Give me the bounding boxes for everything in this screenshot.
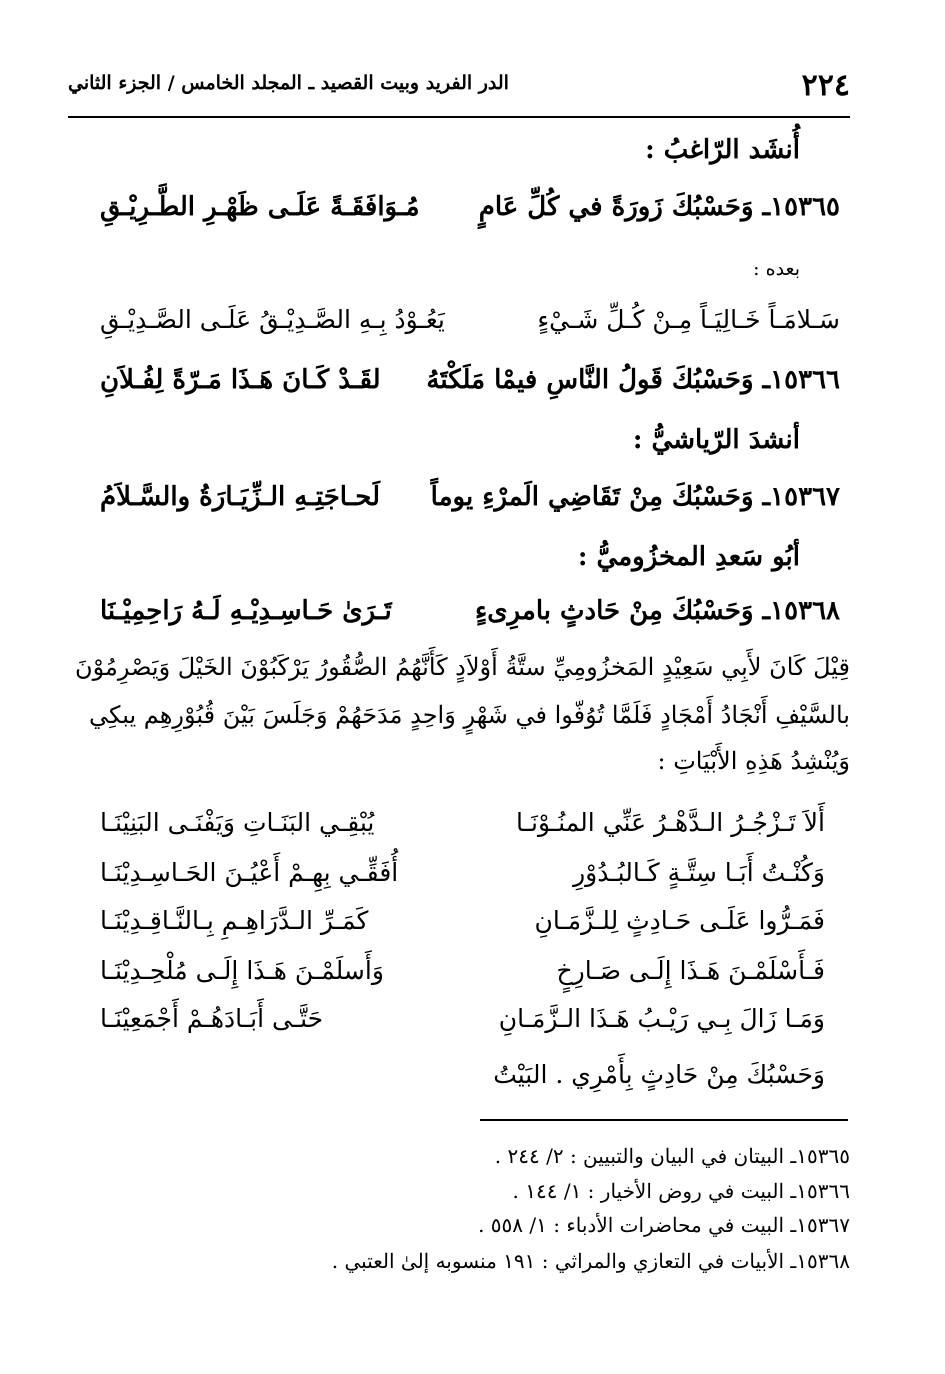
prose-line: قِيْلَ كَانَ لأَبِي سَعِيْدٍ المَخزُومِيِّ ستَّةُ أَوْلاَدٍ كَأَنَّهُمُ الصُّقُورُ يَرْكَبُوْنَ الخَيْلَ وَيَصْرِمُوْنَ <box>74 653 850 681</box>
poem-verse <box>100 956 825 1002</box>
verse-15367 <box>100 482 840 528</box>
verse-second-hemistich: كَمَـرِّ الـدَّرَاهِـمِ بِـالنَّـاقِـدِيْنَـا <box>100 906 369 935</box>
page-header <box>68 68 850 110</box>
verse-first-hemistich: ١٥٣٦٥ـ وَحَسْبُكَ زَورَةً في كُلِّ عَامٍ <box>478 192 840 222</box>
prose-line: وَيُنْشِدُ هَذِهِ الأَبْيَاتِ : <box>657 747 850 775</box>
footnote-15366: ١٥٣٦٦ـ البيت في روض الأخيار : ١/ ١٤٤ . <box>512 1179 850 1203</box>
verse-second-hemistich: أُفَقِّـي بِهِـمْ أَعْيُـنَ الحَـاسِـدِيْنَـا <box>100 858 399 887</box>
intro-line-riyashi: أنشدَ الرّياشيُّ : <box>632 425 800 455</box>
verse-second-hemistich: مُـوَافَقَـةً عَلَـى ظَهْـرِ الطَّـرِيْـقِ <box>100 192 420 222</box>
verse-second-hemistich: وَأَسلَمْـنَ هَـذَا إِلَـى مُلْحِـدِيْنَـا <box>100 956 384 985</box>
note-after: بعده : <box>753 258 800 280</box>
verse-first-hemistich: وَكُنْـتُ أَبَـا سِتَّـةٍ كَـالبُـدُوْرِ <box>573 858 825 887</box>
verse-first-hemistich: ١٥٣٦٧ـ وَحَسْبُكَ مِنْ تَقَاضِي الَمرْءِ يوماً <box>430 482 840 512</box>
prose-line: بالسَّيْفِ أَنْجَادُ أَمْجَادٍ فَلَمَّا تُوُفّوا في شَهْرٍ وَاحِدٍ مَدَحَهُمْ وَجَلَسَ بَيْنَ قُبُوْرِهِم يبكِي <box>88 701 850 729</box>
page-number: ٢٢٤ <box>801 68 850 103</box>
verse-second-hemistich: يُبْقِـي البَنَـاتِ وَيَفْنَـى البَنِيْنَـا <box>100 808 375 837</box>
intro-line-makhzumi: أبُو سَعدِ المخزُوميُّ : <box>577 542 800 572</box>
verse-second-hemistich: تَـرَىٰ حَـاسِـدِيْـهِ لَـهُ رَاحِمِيْـنَا <box>100 596 392 626</box>
verse-second-hemistich: لَحـاجَتِـهِ الـزِّيَـارَةُ والسَّـلاَمُ <box>100 482 381 512</box>
running-head: الدر الفريد وبيت القصيد ـ المجلد الخامس / الجزء الثاني <box>68 72 509 94</box>
footnote-15367: ١٥٣٦٧ـ البيت في محاضرات الأدباء : ١/ ٥٥٨ . <box>478 1213 850 1237</box>
verse-second-hemistich: يَعُـوْدُ بِـهِ الصَّـدِيْـقُ عَلَـى الصَّـدِيْـقِ <box>100 305 445 334</box>
header-rule <box>68 116 850 118</box>
verse-first-hemistich: فَـأَسْلَمْـنَ هَـذَا إِلَـى صَـارِخٍ <box>556 956 825 985</box>
verse-15365 <box>100 192 840 238</box>
poem-closing-line: وَحَسْبُكَ مِنْ حَادِثٍ بِأَمْرِي . البَيْتُ <box>493 1060 825 1089</box>
verse-first-hemistich: فَمَـرُّوا عَلَـى حَـادِثٍ لِلـزَّمَـانِ <box>534 906 825 935</box>
footnote-rule <box>480 1119 848 1121</box>
poem-verse <box>100 1004 825 1050</box>
verse-second-hemistich: لقَـدْ كَـانَ هَـذَا مَـرّةً لِفُـلاَنِ <box>100 365 381 395</box>
verse-15366 <box>100 365 840 411</box>
poem-verse <box>100 808 825 854</box>
intro-line-raghib: أُنشَد الرّاغبُ : <box>645 135 800 165</box>
verse-first-hemistich: أَلاَ تَـزْجُـرُ الـدَّهْـرُ عَنِّي المنُـوْنَـا <box>516 808 825 837</box>
verse-second-hemistich: حَتَّـى أَبَـادَهُـمْ أَجْمَعِيْنَـا <box>100 1004 324 1033</box>
verse-15368 <box>100 596 840 642</box>
verse-first-hemistich: ١٥٣٦٨ـ وَحَسْبُكَ مِنْ حَادثٍ بامرِىءٍ <box>474 596 840 626</box>
poem-verse <box>100 858 825 904</box>
verse-first-hemistich: سَـلامَـاً خَـالِيَـاً مِـنْ كُـلِّ شَـيْءٍ <box>537 305 840 334</box>
footnote-15365: ١٥٣٦٥ـ البيتان في البيان والتبيين : ٢/ ٢٤٤ . <box>494 1144 850 1168</box>
poem-verse <box>100 906 825 952</box>
verse-following <box>100 305 840 351</box>
footnote-15368: ١٥٣٦٨ـ الأبيات في التعازي والمراثي : ١٩١ منسوبه إلىٰ العتبي . <box>331 1249 850 1273</box>
verse-first-hemistich: وَمَـا زَالَ بِـي رَيْـبُ هَـذَا الـزَّمَـانِ <box>498 1004 825 1033</box>
verse-first-hemistich: ١٥٣٦٦ـ وَحَسْبُكَ قَولُ النَّاسِ فيمْا مَلَكْتَهُ <box>426 365 840 395</box>
